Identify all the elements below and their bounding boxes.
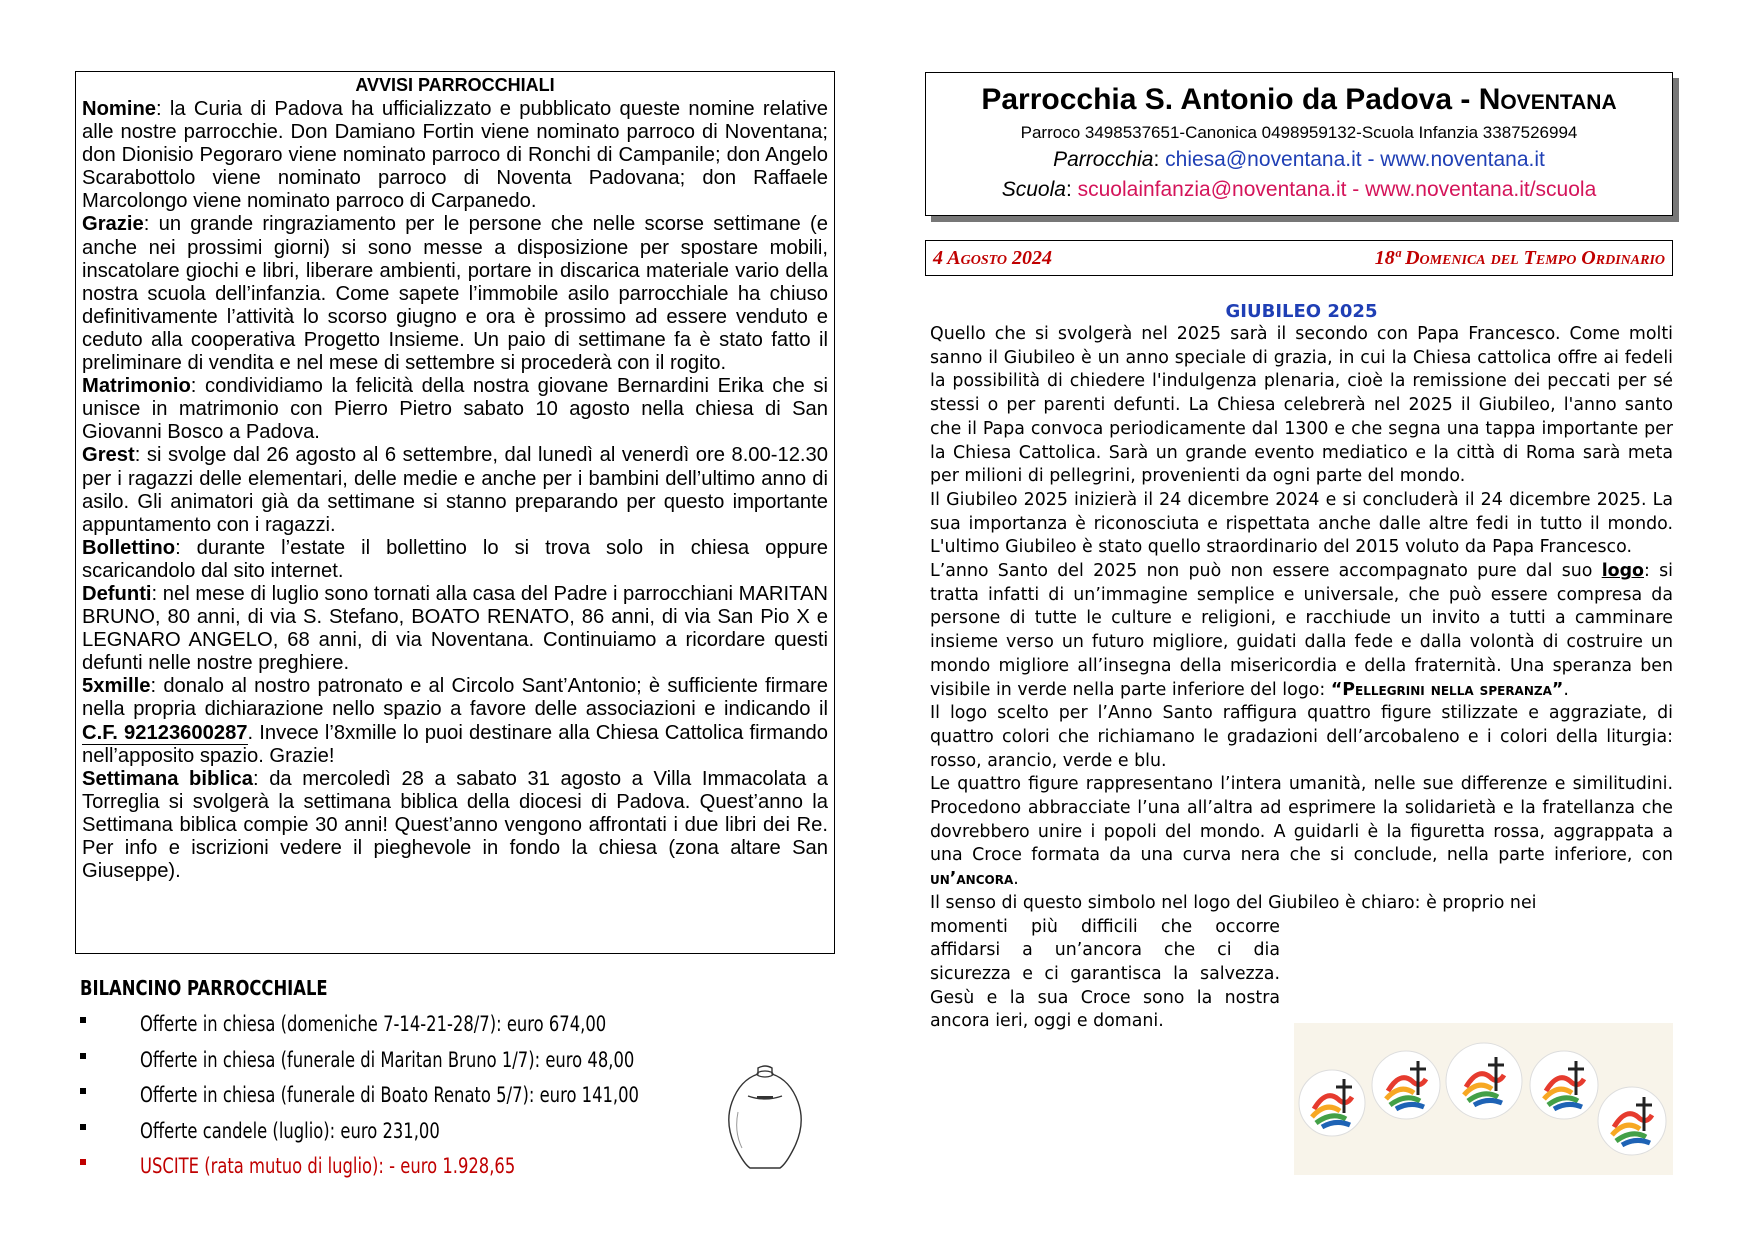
jubilee-logos-image (1294, 1023, 1673, 1175)
bilancino-title: BILANCINO PARROCCHIALE (80, 976, 328, 1000)
giubileo-article (930, 301, 1673, 1034)
school-contacts: Scuola: scuolainfanzia@noventana.it - www.noventana.it/scuola (1001, 178, 1597, 201)
giubileo-paragraph: Il logo scelto per l’Anno Santo raffigura quattro figure stilizzate e aggraziate, di quattro colori che richiamano le gradazioni dell’arcobaleno e i colori della liturgia: rosso, arancio, verde e blu. (930, 703, 1673, 771)
bilancino-item: Offerte candele (luglio): euro 231,00 (80, 1119, 720, 1155)
scuola-email-link[interactable]: scuolainfanzia@noventana.it (1077, 178, 1347, 201)
jubilee-logo (1446, 1043, 1522, 1119)
jubilee-logo (1299, 1070, 1365, 1136)
avviso-nomine: Nomine: la Curia di Padova ha ufficializzato e pubblicato queste nomine relative alle nostre parrocchie. Don Damiano Fortin viene nominato parroco di Noventana; don Dionisio Pegoraro viene nominato parroco di Ronchi di Campanile; don Angelo Scarabottolo viene nominato parroco di Noventa Padovana; don Raffaele Marcolongo viene nominato parroco di Carpanedo. (82, 98, 828, 213)
avviso-grazie: Grazie: un grande ringraziamento per le persone che nelle scorse settimane (e anche nei prossimi giorni) si sono messe a disposizione per spostare mobili, inscatolare giochi e libri, liberare ambienti, portare in discarica materiale vario della nostra scuola dell’infanzia. Come sapete l’immobile asilo parrocchiale ha chiuso definitivamente l’attività lo scorso giugno e ora è prossimo ad essere venduto e ceduto alla cooperativa Progetto Insieme. Un paio di settimane fa è stato fatto il preliminare di vendita e nel mese di settembre si procederà con il rogito. (82, 213, 828, 375)
jubilee-logo (1598, 1087, 1666, 1155)
giubileo-paragraph: L’anno Santo del 2025 non può non essere accompagnato pure dal suo logo: si tratta infatti di un’immagine semplice e universale, che può essere compresa da persone di tutte le culture e religioni, e racchiude un invito a tutti a camminare insieme verso un futuro migliore, guidati dalla fede e dalla volontà di costruire un mondo migliore all’insegna della misericordia e della fraternità. Una speranza ben visibile in verde nella parte inferiore del logo: “Pellegrini nella speranza”. (930, 561, 1674, 700)
bilancino-item: Offerte in chiesa (domeniche 7-14-21-28/7): euro 674,00 (80, 1012, 720, 1048)
parrocchia-email-link[interactable]: chiesa@noventana.it (1165, 148, 1362, 171)
giubileo-paragraph: Il Giubileo 2025 inizierà il 24 dicembre 2024 e si concluderà il 24 dicembre 2025. La sua importanza è riconosciuta e rispettata anche dalle altre fedi in tutto il mondo. L'ultimo Giubileo è stato quello straordinario del 2015 voluto da Papa Francesco. (930, 489, 1673, 558)
avviso-defunti: Defunti: nel mese di luglio sono tornati alla casa del Padre i parrocchiani MARITAN BRUNO, 80 anni, di via S. Stefano, BOATO RENATO, 86 anni, di via San Pio X e LEGNARO ANGELO, 68 anni, di via Noventana. Continuiamo a ricordare questi defunti nelle nostre preghiere. (82, 582, 828, 675)
giubileo-paragraph: Quello che si svolgerà nel 2025 sarà il secondo con Papa Francesco. Come molti sanno il Giubileo è un anno speciale di grazia, in cui la Chiesa cattolica offre ai fedeli la possibilità di chiedere l'indulgenza plenaria, cioè la remissione dei peccati per sé stessi o per parenti defunti. La Chiesa celebrerà nel 2025 il Giubileo, l'anno santo che il Papa convoca periodicamente dal 1300 e che segna una tappa importante per la Chiesa Cattolica. Sarà un grande evento mediatico e la città di Roma sarà meta per milioni di pellegrini, provenienti da ogni parte del mondo. (930, 324, 1673, 487)
avvisi-box (75, 71, 835, 954)
date-line (925, 240, 1673, 276)
avviso-grest: Grest: si svolge dal 26 agosto al 6 settembre, dal lunedì al venerdì ore 8.00-12.30 per i ragazzi delle elementari, delle medie e anche per i bambini dell’ultimo anno di asilo. Gli animatori già da settimane si stanno preparando per questo importante appuntamento con i ragazzi. (82, 444, 828, 536)
bulletin-date: 4 Agosto 2024 (933, 247, 1053, 269)
liturgical-sunday: 18ª Domenica del Tempo Ordinario (1374, 247, 1665, 269)
parish-contacts: Parrocchia: chiesa@noventana.it - www.noventana.it (1053, 148, 1545, 171)
avviso-5xmille: 5xmille: donalo al nostro patronato e al Circolo Sant’Antonio; è sufficiente firmare nella propria dichiarazione nello spazio a favore delle associazioni e indicando il C.F. 92123600287. Invece l’8xmille lo puoi destinare alla Chiesa Cattolica firmando nell’apposito spazio. Grazie! (82, 675, 828, 767)
bullet-icon (80, 1124, 86, 1130)
scuola-web-link[interactable]: www.noventana.it/scuola (1365, 178, 1597, 201)
giubileo-paragraph: Il senso di questo simbolo nel logo del Giubileo è chiaro: è proprio nei (930, 892, 1537, 913)
avviso-bollettino: Bollettino: durante l’estate il bollettino lo si trova solo in chiesa oppure scaricandolo dal sito internet. (82, 536, 828, 582)
avviso-matrimonio: Matrimonio: condividiamo la felicità della nostra giovane Bernardini Erika che si unisce in matrimonio con Pierro Pietro sabato 10 agosto nella chiesa di San Giovanni Bosco a Padova. (82, 375, 828, 444)
parish-name: Parrocchia S. Antonio da Padova - Noventana (981, 83, 1617, 116)
parish-header (925, 72, 1673, 216)
offering-jar-icon (720, 1062, 810, 1172)
codice-fiscale: C.F. 92123600287 (82, 721, 248, 744)
avviso-settimana-biblica: Settimana biblica: da mercoledì 28 a sabato 31 agosto a Villa Immacolata a Torreglia si svolgerà la settimana biblica della diocesi di Padova. Quest’anno la Settimana biblica compie 30 anni! Quest’anno vengono affrontati i due libri dei Re. Per info e iscrizioni vedere il pieghevole in fondo la chiesa (zona altare San Giuseppe). (82, 767, 828, 883)
bilancino-list (80, 1012, 720, 1190)
bilancino-item: Offerte in chiesa (funerale di Boato Renato 5/7): euro 141,00 (80, 1083, 720, 1119)
jubilee-logo (1372, 1051, 1440, 1119)
avvisi-title: AVVISI PARROCCHIALI (355, 75, 555, 95)
jubilee-logo (1530, 1051, 1598, 1119)
bullet-icon (80, 1017, 86, 1023)
bilancino-item-uscite: USCITE (rata mutuo di luglio): - euro 1.928,65 (80, 1154, 720, 1190)
bullet-icon (80, 1159, 86, 1165)
bullet-icon (80, 1088, 86, 1094)
giubileo-paragraph: momenti più difficili che occorre affidarsi a un’ancora che ci dia sicurezza e ci garantisca la salvezza. Gesù e la sua Croce sono la nostra ancora ieri, oggi e domani. (930, 916, 1280, 1032)
parish-phones: Parroco 3498537651-Canonica 0498959132-Scuola Infanzia 3387526994 (1020, 123, 1578, 142)
giubileo-paragraph: Le quattro figure rappresentano l’intera umanità, nelle sue differenze e similitudini. Procedono abbracciate l’una all’altra ad esprimere la solidarietà e la fratellanza che dovrebbero unire i popoli del mondo. A guidarli è la figuretta rossa, aggrappata a una Croce formata da una curva nera che si conclude, nella parte inferiore, con un’ancora. (930, 774, 1673, 890)
parrocchia-web-link[interactable]: www.noventana.it (1380, 148, 1545, 171)
giubileo-title: GIUBILEO 2025 (1225, 301, 1378, 322)
bullet-icon (80, 1053, 86, 1059)
bilancino-item: Offerte in chiesa (funerale di Maritan Bruno 1/7): euro 48,00 (80, 1048, 720, 1084)
